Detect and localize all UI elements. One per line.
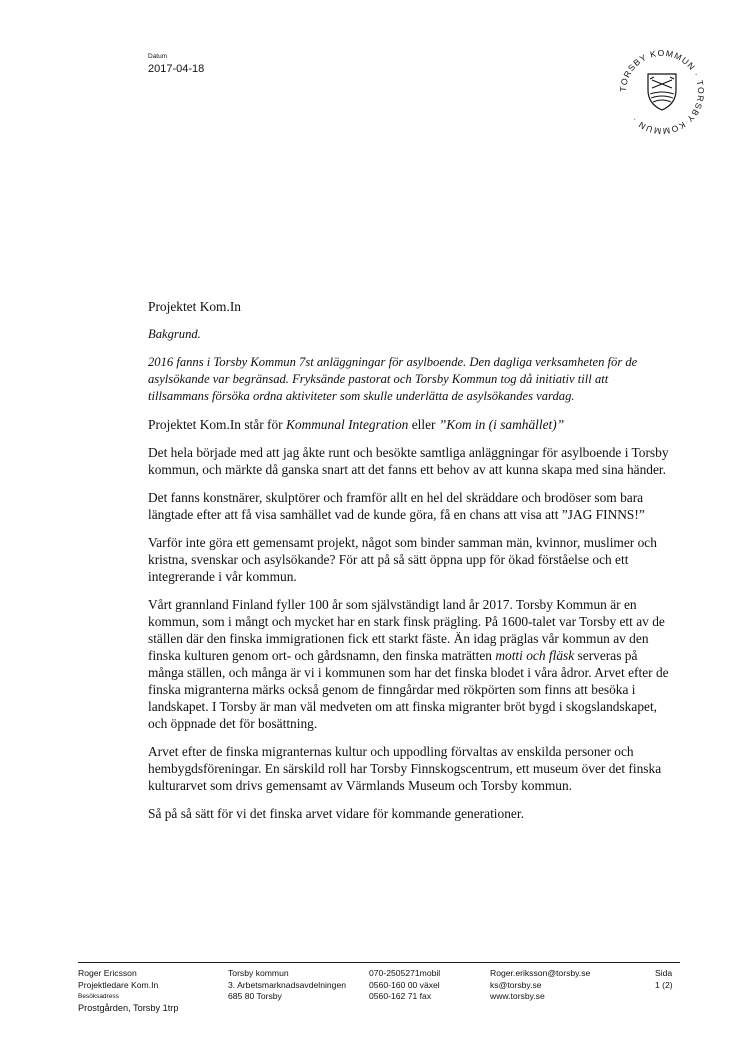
page-label: Sida [655,968,673,978]
paragraph-7: Så på så sätt för vi det finska arvet vidare för kommande generationer. [148,806,524,821]
footer-fax: 0560-162 71 fax [369,991,432,1001]
page-number: 1 (2) [655,979,673,990]
footer-contact-person [78,968,178,1014]
footer-organization [228,968,346,1003]
paragraph-4: Varför inte göra ett gemensamt projekt, något som binder samman män, kvinnor, muslimer och kristna, svenskar och asylsökande? För att på så sätt öppna upp för ökad förståelse och ett integrerande i vår kommun. [148,535,657,584]
footer-visit-label: Besöksadress [78,993,119,1000]
paragraph-5-text-b: serveras på många ställen, och många är vi i kommunen som har det finska blodet i våra ådror. Arvet efter de finska migranterna märks också genom de finngårdar med rökpörten som finns att besöka i landskapet. I Torsby är man väl medveten om att finska migranter bröt bygd i skogslandskapet, och öppnade det för bosättning. [148,648,669,731]
paragraph-5 [148,596,670,732]
footer-email-link[interactable]: Roger.eriksson@torsby.se [490,968,591,978]
definition-text: Projektet Kom.In står för [148,417,286,432]
paragraph-6: Arvet efter de finska migranternas kultur och uppodling förvaltas av enskilda personer och hembygdsföreningar. En särskild roll har Torsby Finnskogscentrum, ett museum över det finska kulturarvet som drivs gemensamt av Värmlands Museum och Torsby kommun. [148,744,662,793]
project-definition-paragraph [148,416,670,433]
footer-switchboard: 0560-160 00 växel [369,979,440,990]
section-heading: Bakgrund. [148,327,201,341]
footer-role: Projektledare Kom.In [78,979,159,990]
footer-website-link[interactable]: www.torsby.se [490,991,545,1001]
footer-department: 3. Arbetsmarknadsavdelningen [228,979,347,990]
dish-name: motti och fläsk [495,648,575,663]
paragraph-5-text-a: Vårt grannland Finland fyller 100 år som självständigt land år 2017. Torsby Kommun är en kommun, som i mångt och mycket har en stark finsk prägling. På 1600-talet var Torsby ett av de ställen där den finska immigrationen fick ett starkt fäste. Än idag präglas vår kommun av den finska kulturen genom ort- och gårdsnamn, den finska maträtten [148,597,665,663]
definition-term-1: Kommunal Integration [285,417,409,432]
footer-visit-address: Prostgården, Torsby 1trp [78,1002,179,1013]
paragraph-2: Det hela började med att jag åkte runt och besökte samtliga anläggningar för asylboende i Torsby kommun, och märkte då ganska snart att det fanns ett behov av att kunna skapa med sina händer. [148,445,669,477]
letter-body [148,298,670,833]
footer-divider [78,962,680,963]
footer-phones [369,968,440,1003]
definition-term-2: ”Kom in (i samhället)” [438,417,565,432]
footer-name: Roger Ericsson [78,968,137,978]
footer-mobile: 070-2505271mobil [369,968,441,978]
footer-postal-address: 685 80 Torsby [228,991,282,1001]
footer-page-info [655,968,673,991]
torsby-kommun-seal-icon [614,44,710,140]
footer-office-email-link[interactable]: ks@torsby.se [490,979,542,990]
paragraph-3: Det fanns konstnärer, skulptörer och framför allt en hel del skräddare och brodöser som bara längtade efter att få visa samhället vad de kunde göra, få en chans att visa att ”JAG FINNS!” [148,490,645,522]
date-label: Datum [148,53,168,60]
date-value: 2017-04-18 [148,63,205,75]
logo-ring-text: TORSBY KOMMUN · TORSBY KOMMUN · [617,47,707,137]
footer-web-contacts [490,968,590,1003]
footer-org-name: Torsby kommun [228,968,289,978]
definition-connector: eller [408,417,439,432]
torsby-kommun-logo [614,44,710,140]
letter-title: Projektet Kom.In [148,299,241,314]
intro-paragraph: 2016 fanns i Torsby Kommun 7st anläggningar för asylboende. Den dagliga verksamheten för de asylsökande var begränsad. Fryksände pastorat och Torsby Kommun tog då initiativ till att tillsammans försöka ordna aktiviteter som skulle underlätta de asylsökandes vardag. [148,355,638,403]
